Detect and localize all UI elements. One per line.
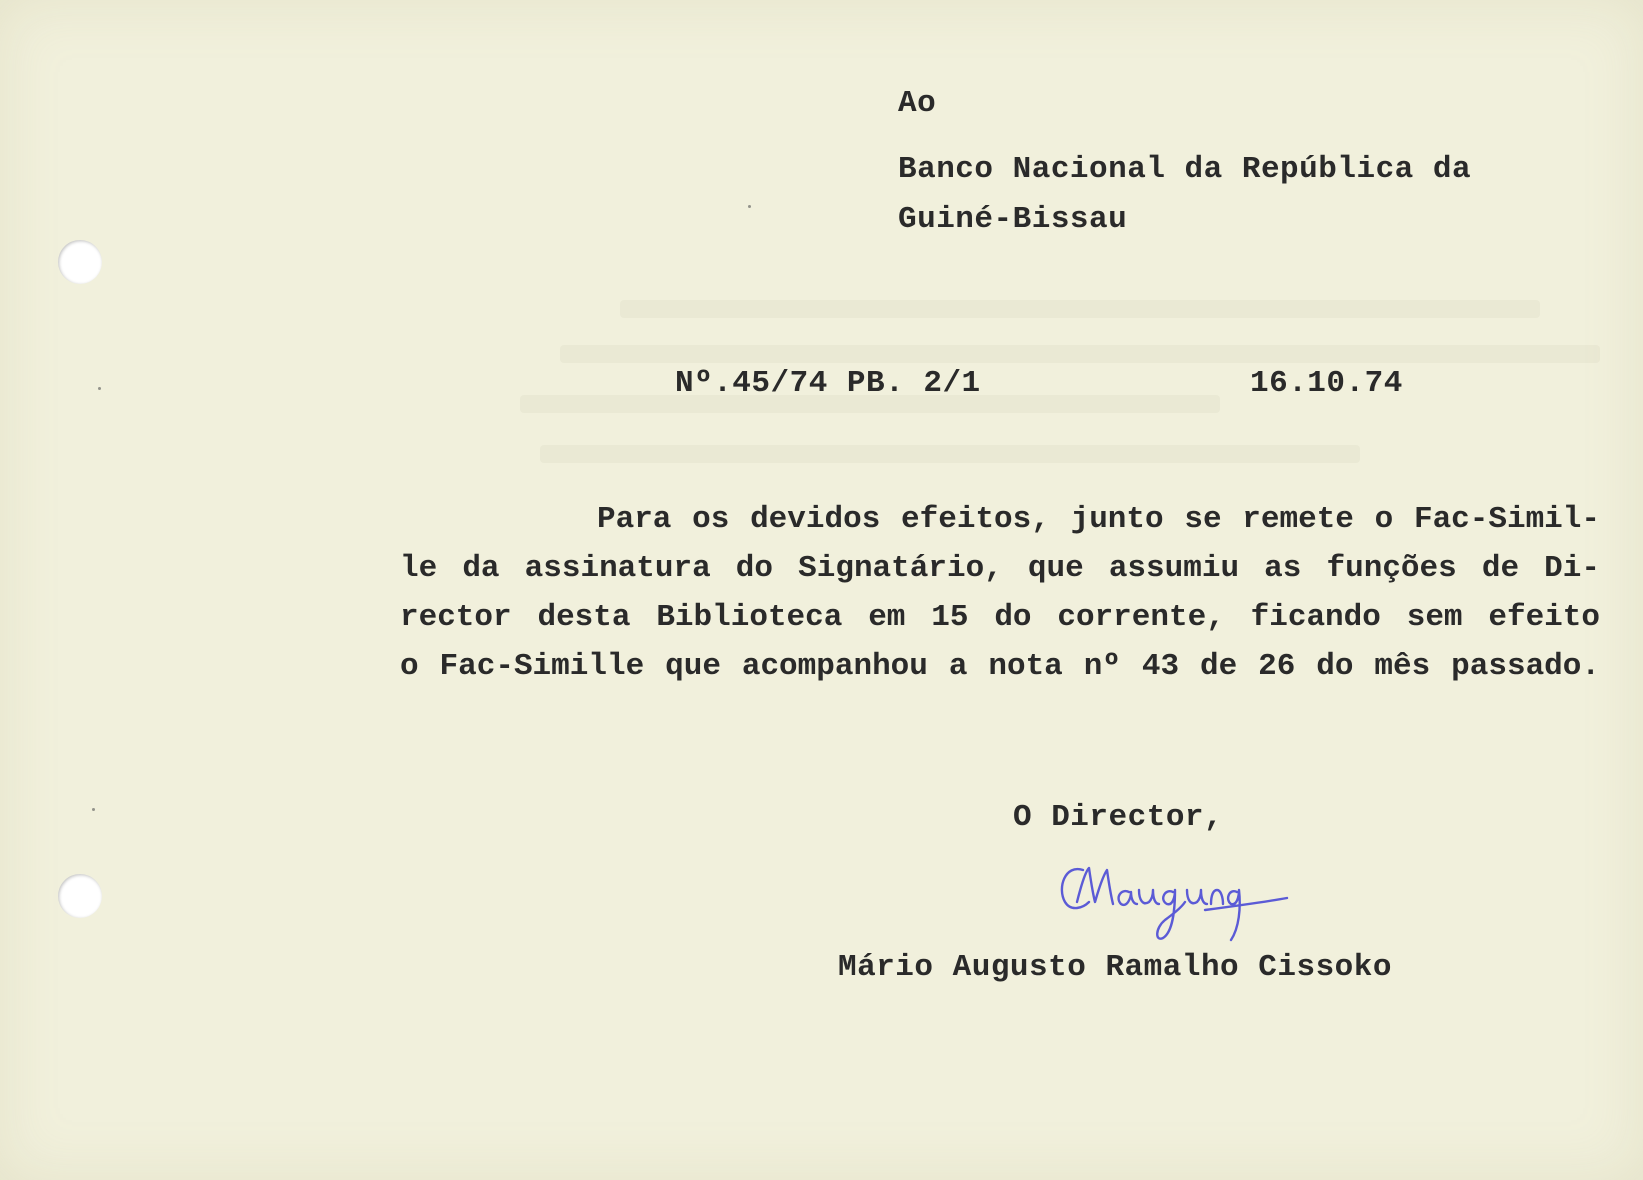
letter-date: 16.10.74	[1250, 366, 1403, 401]
recipient-line-1: Banco Nacional da República da	[898, 152, 1472, 187]
bleed-through	[620, 300, 1540, 318]
body-line-2: le da assinatura do Signatário, que assumiu as funções de Di-	[400, 551, 1600, 586]
body-line-3: rector desta Biblioteca em 15 do corrente, ficando sem efeito	[400, 600, 1600, 635]
salutation: Ao	[898, 86, 937, 121]
bleed-through	[540, 445, 1360, 463]
closing: O Director,	[1013, 800, 1224, 835]
punch-hole-top	[58, 240, 102, 284]
paper-speck	[92, 808, 95, 811]
body-line-1: Para os devidos efeitos, junto se remete o Fac-Simil-	[597, 502, 1600, 537]
reference-number: Nº.45/74 PB. 2/1	[675, 366, 981, 401]
recipient-line-2: Guiné-Bissau	[898, 202, 1128, 237]
bleed-through	[560, 345, 1600, 363]
handwritten-signature	[1055, 858, 1295, 948]
paper-speck	[748, 205, 751, 208]
punch-hole-bottom	[58, 874, 102, 918]
body-line-4: o Fac-Simille que acompanhou a nota nº 43 de 26 do mês passado.	[400, 649, 1600, 684]
signer-name: Mário Augusto Ramalho Cissoko	[838, 950, 1392, 985]
paper-speck	[98, 387, 101, 390]
